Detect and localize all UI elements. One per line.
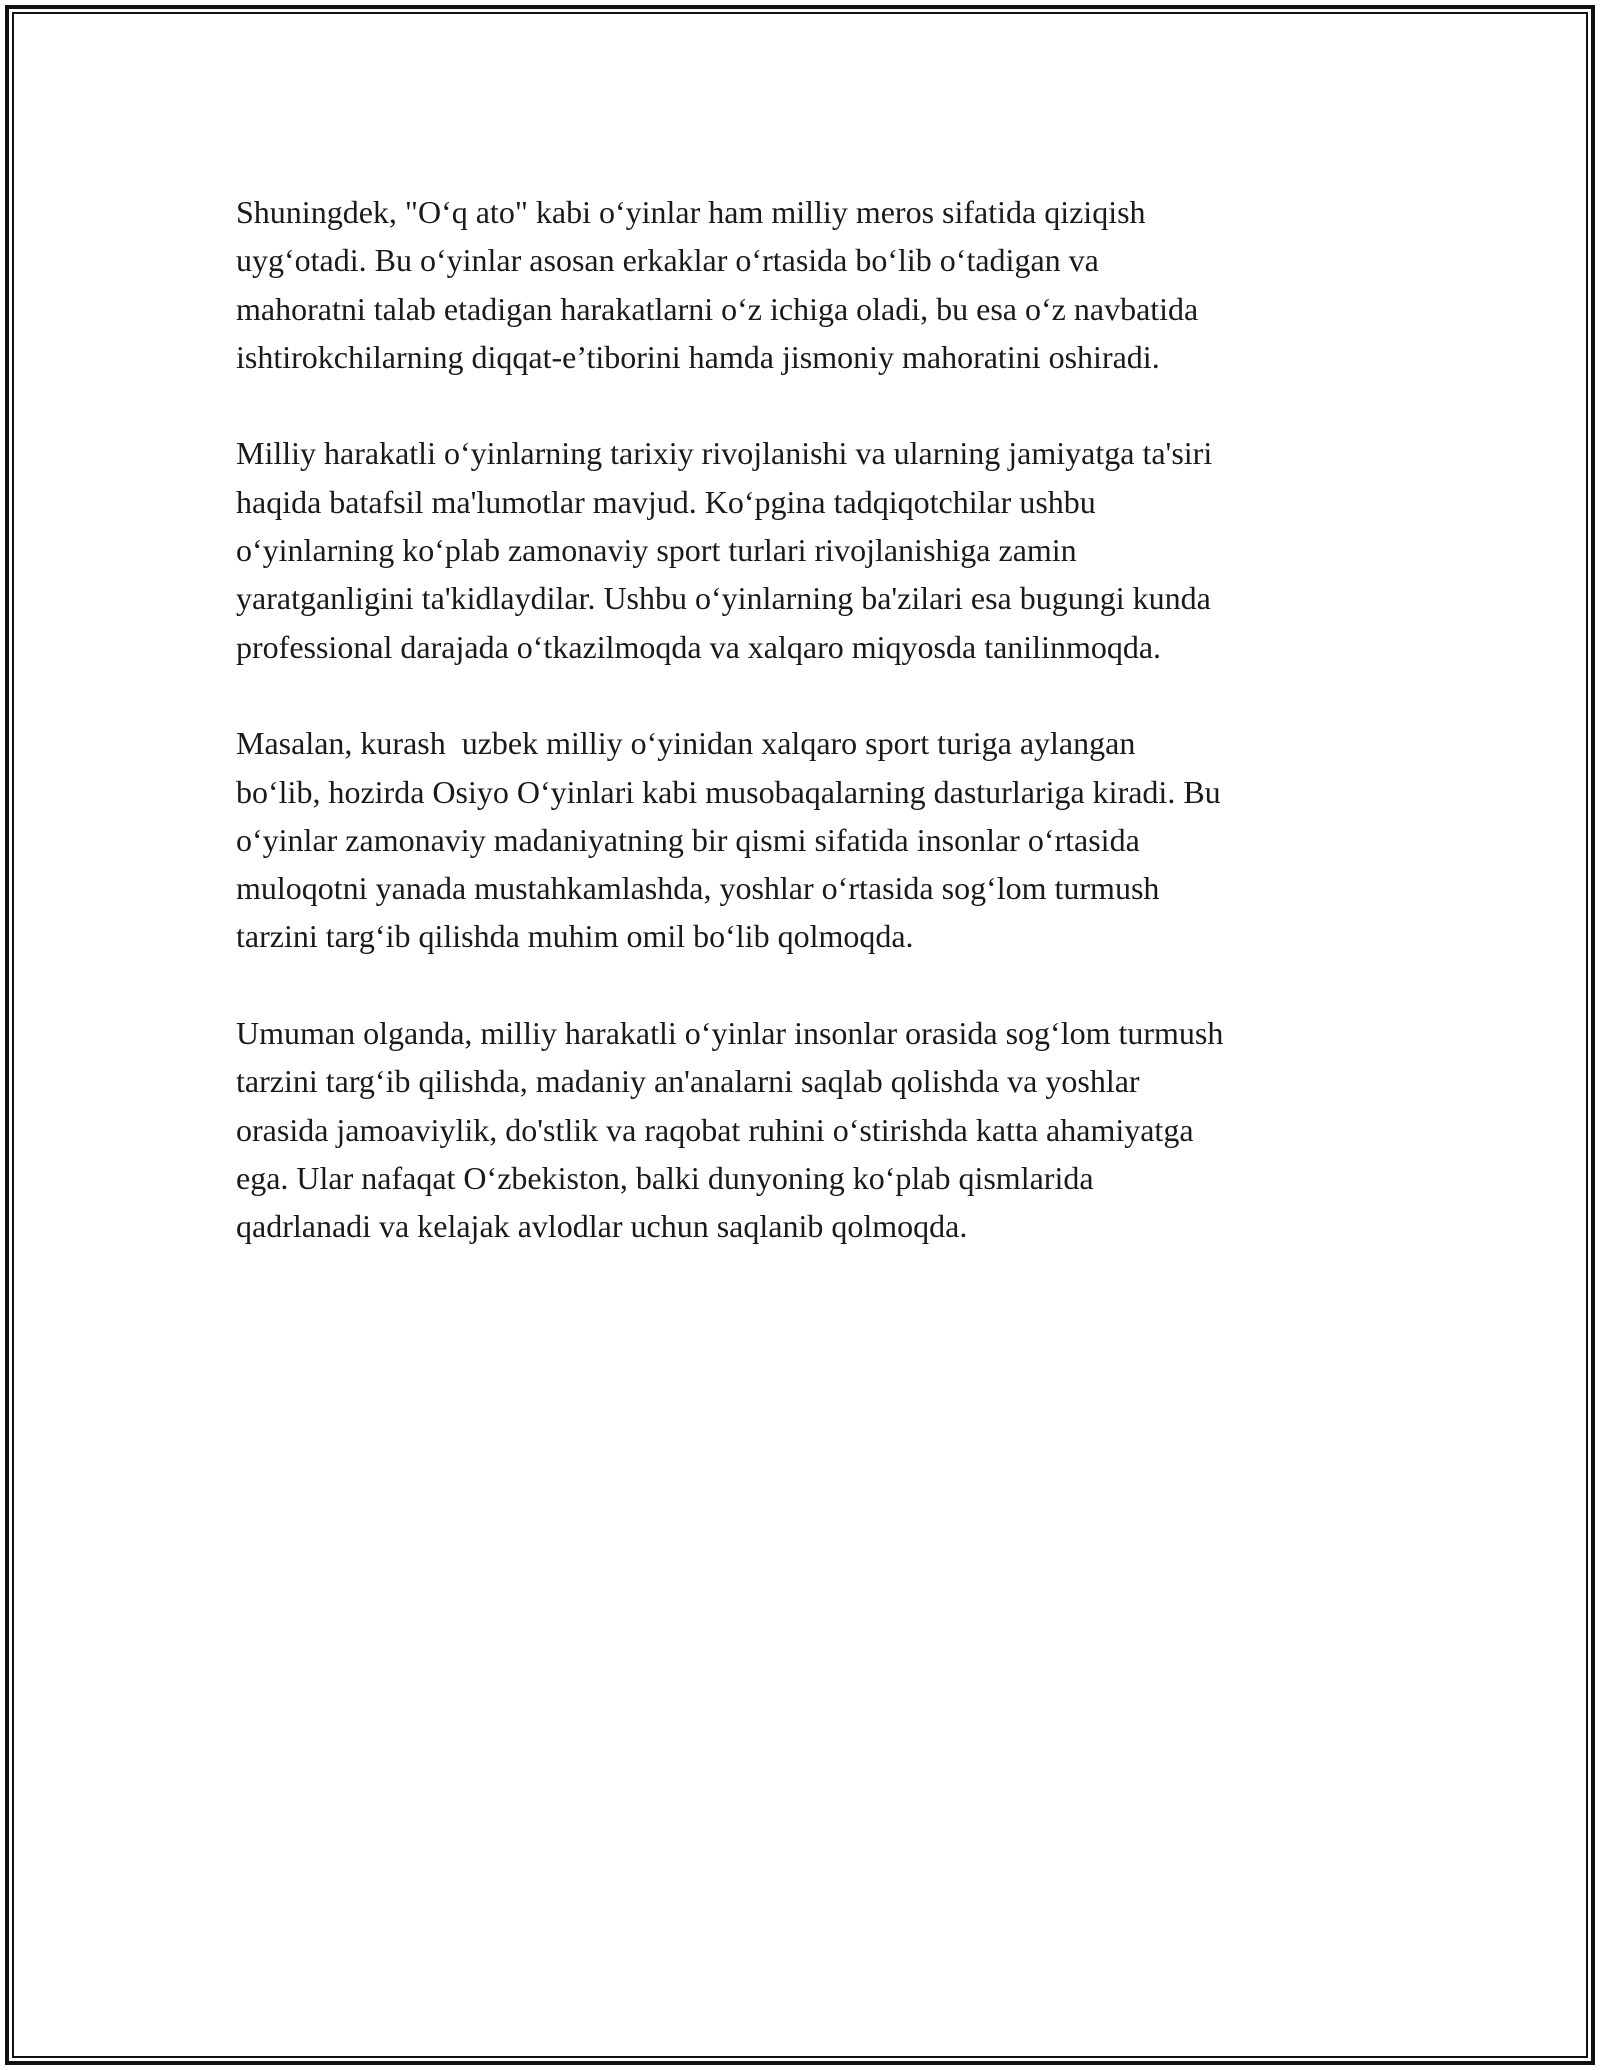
- text-line: professional darajada o‘tkazilmoqda va xalqaro miqyosda tanilinmoqda.: [236, 628, 1162, 665]
- text-line: bo‘lib, hozirda Osiyo O‘yinlari kabi musobaqalarning dasturlariga kiradi. Bu: [236, 773, 1221, 810]
- text-line: o‘yinlarning ko‘plab zamonaviy sport turlari rivojlanishiga zamin: [236, 532, 1077, 569]
- text-line: Shuningdek, "O‘q ato" kabi o‘yinlar ham milliy meros sifatida qiziqish: [236, 194, 1146, 230]
- text-line: ishtirokchilarning diqqat-e’tiborini hamda jismoniy mahoratini oshiradi.: [236, 338, 1160, 375]
- text-line: qadrlanadi va kelajak avlodlar uchun saqlanib qolmoqda.: [236, 1208, 968, 1245]
- text-line: muloqotni yanada mustahkamlashda, yoshlar o‘rtasida sog‘lom turmush: [236, 870, 1160, 907]
- paragraph-1: [236, 188, 1386, 381]
- paragraph-4: [236, 1009, 1386, 1250]
- text-line: ega. Ular nafaqat O‘zbekiston, balki dunyoning ko‘plab qismlarida: [236, 1159, 1094, 1196]
- text-line: tarzini targ‘ib qilishda muhim omil bo‘lib qolmoqda.: [236, 918, 914, 955]
- text-line: Umuman olganda, milliy harakatli o‘yinlar insonlar orasida sog‘lom turmush: [236, 1015, 1224, 1052]
- text-line: haqida batafsil ma'lumotlar mavjud. Ko‘pgina tadqiqotchilar ushbu: [236, 483, 1096, 520]
- text-line: o‘yinlar zamonaviy madaniyatning bir qismi sifatida insonlar o‘rtasida: [236, 821, 1140, 858]
- text-line: yaratganligini ta'kidlaydilar. Ushbu o‘yinlarning ba'zilari esa bugungi kunda: [236, 580, 1211, 617]
- text-line: orasida jamoaviylik, do'stlik va raqobat ruhini o‘stirishda katta ahamiyatga: [236, 1111, 1194, 1148]
- text-line: Milliy harakatli o‘yinlarning tarixiy rivojlanishi va ularning jamiyatga ta'siri: [236, 435, 1213, 472]
- text-line: mahoratni talab etadigan harakatlarni o‘z ichiga oladi, bu esa o‘z navbatida: [236, 290, 1199, 327]
- text-line: Masalan, kurash uzbek milliy o‘yinidan xalqaro sport turiga aylangan: [236, 725, 1136, 762]
- document-body: [236, 188, 1386, 1299]
- paragraph-3: [236, 719, 1386, 960]
- text-line: uyg‘otadi. Bu o‘yinlar asosan erkaklar o‘rtasida bo‘lib o‘tadigan va: [236, 242, 1099, 279]
- paragraph-2: [236, 429, 1386, 670]
- text-line: tarzini targ‘ib qilishda, madaniy an'analarni saqlab qolishda va yoshlar: [236, 1063, 1140, 1100]
